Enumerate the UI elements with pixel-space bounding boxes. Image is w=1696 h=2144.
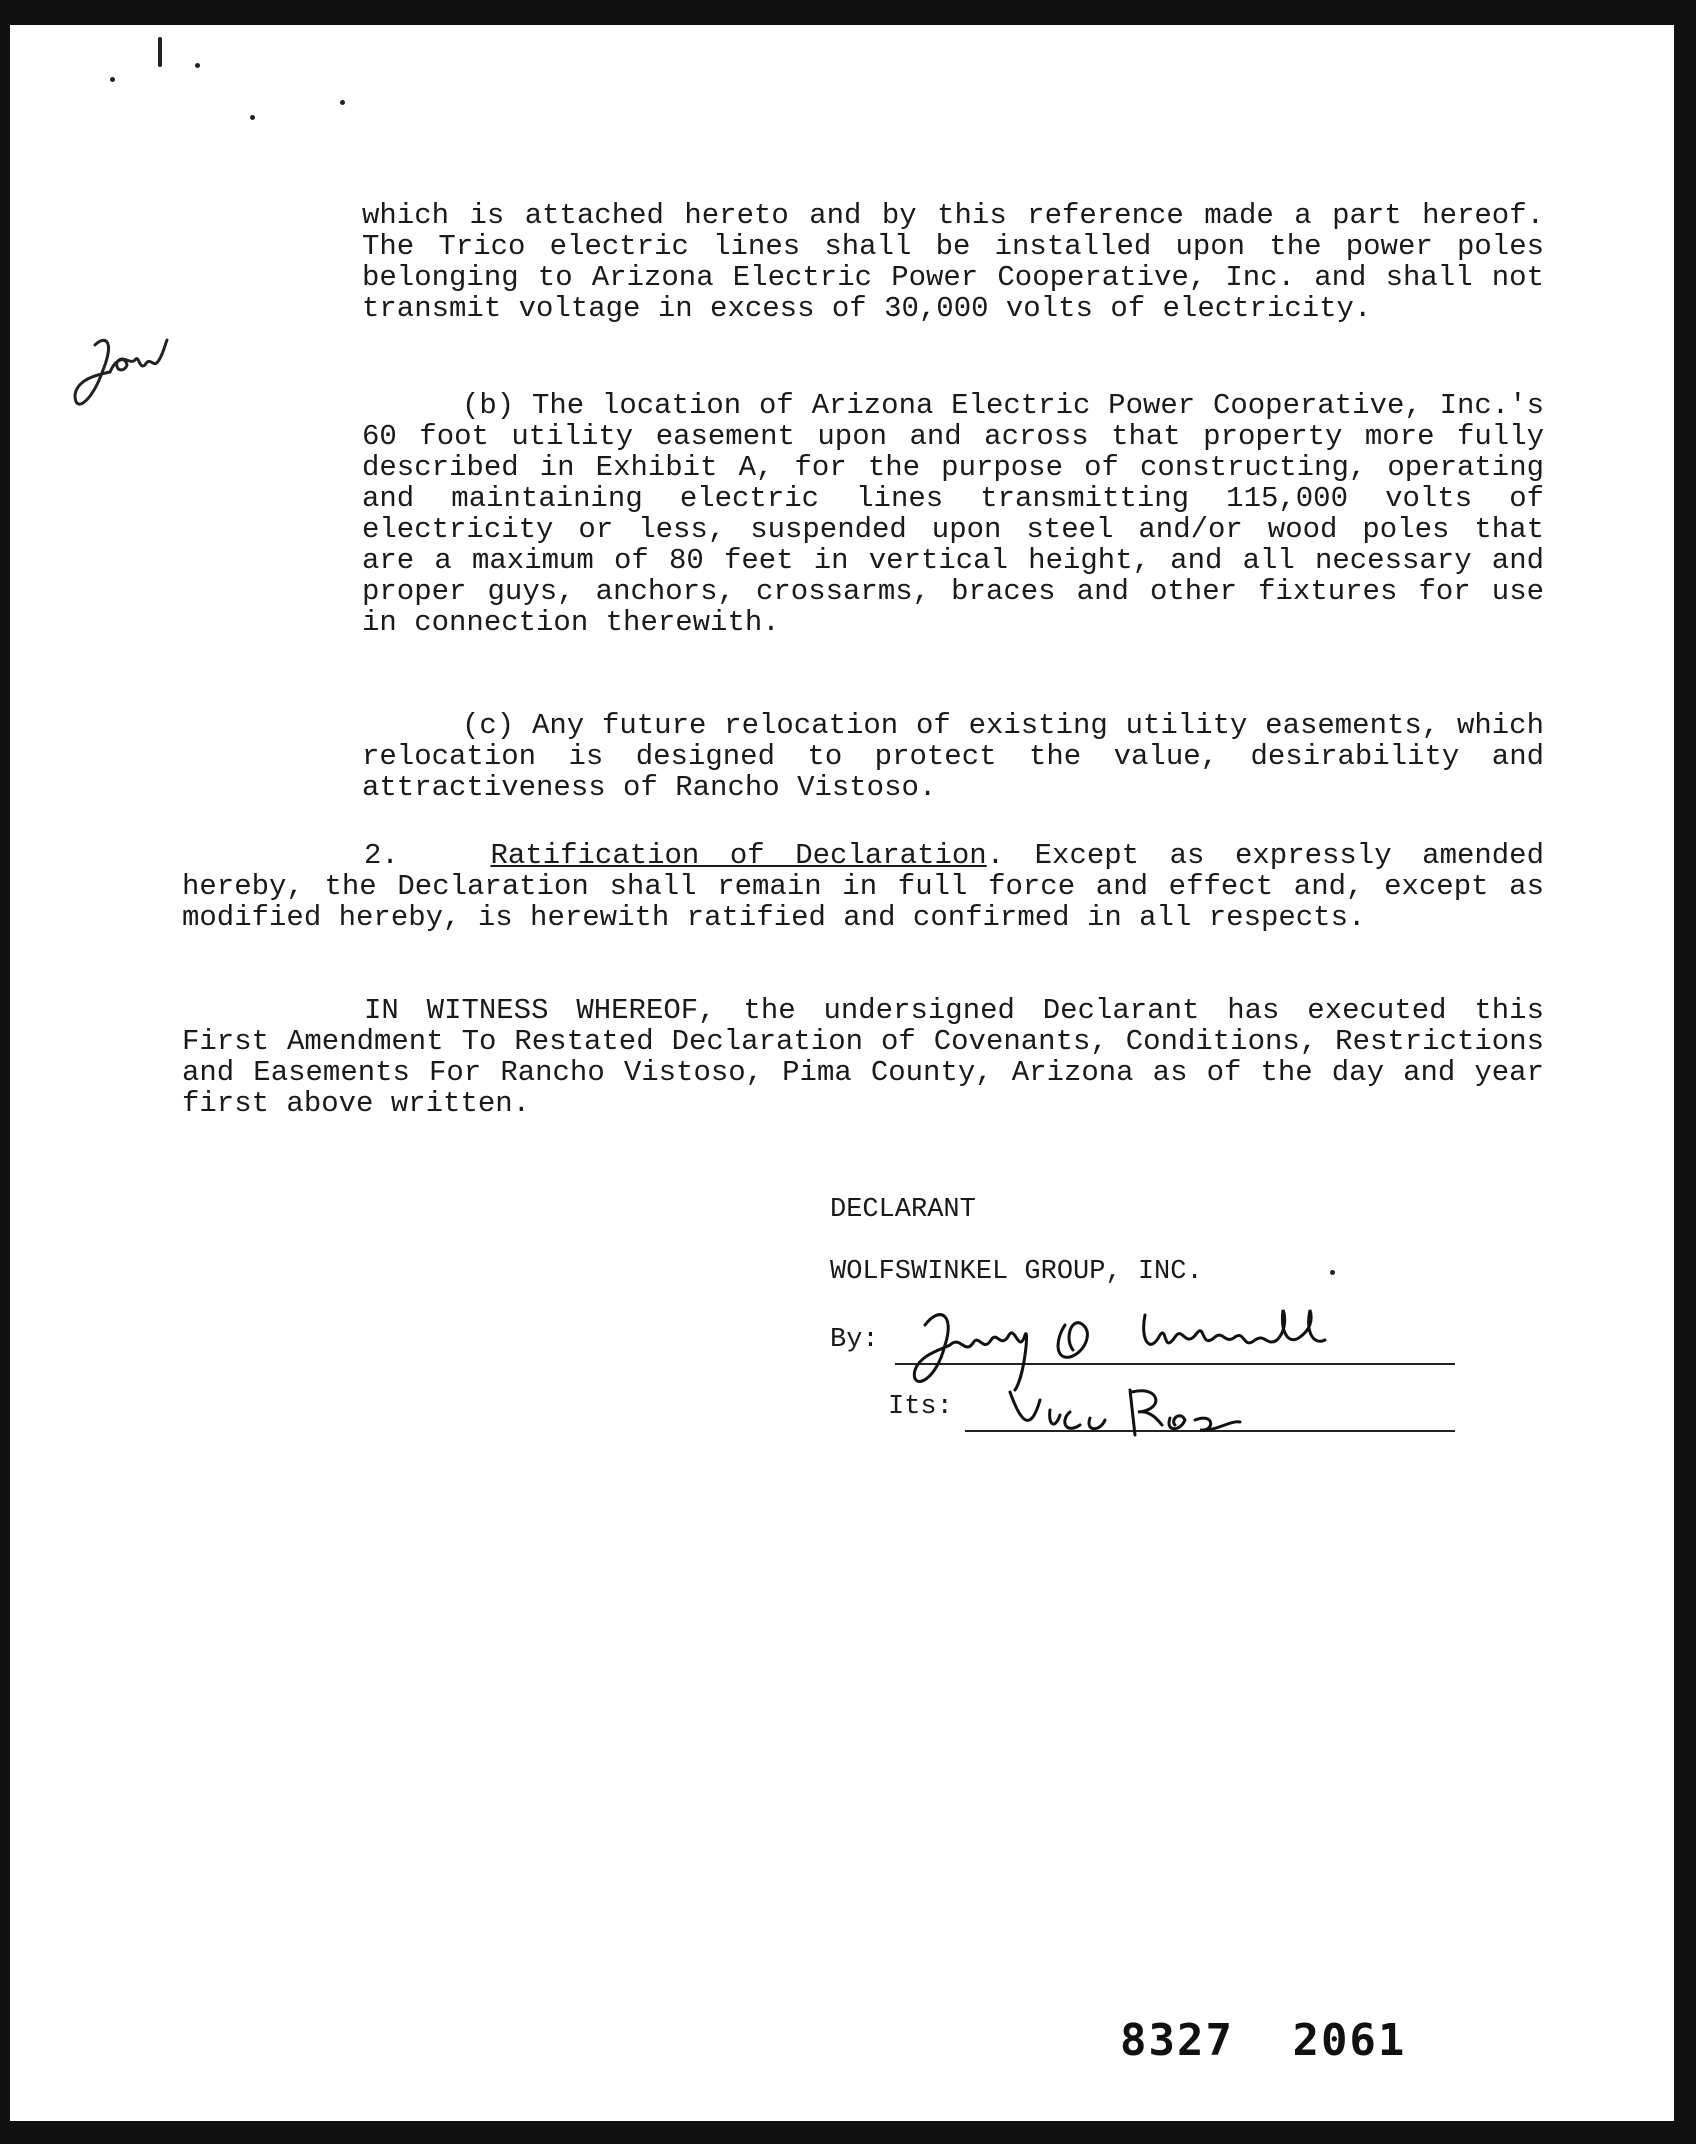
- paragraph-b-text: (b) The location of Arizona Electric Power Cooperative, Inc.'s 60 foot utility easement upon and across that property more fully described in Exhibit A, for the purpose of constructing, operating and maintaining electric lines transmitting 115,000 volts of electricity or less, suspended upon steel and/or wood poles that are a maximum of 80 feet in vertical height, and all necessary and proper guys, anchors, crossarms, braces and other fixtures for use in connection therewith.: [362, 389, 1544, 639]
- margin-initials-signature: [55, 310, 195, 430]
- document-number: 8327 2061: [1120, 2015, 1407, 2066]
- its-handwritten-signature: [1000, 1380, 1280, 1450]
- witness-paragraph: [182, 995, 1544, 1119]
- witness-text: IN WITNESS WHEREOF, the undersigned Declarant has executed this First Amendment To Restated Declaration of Covenants, Conditions, Restrictions and Easements For Rancho Vistoso, Pima County, Arizona as of the day and year first above written.: [182, 994, 1544, 1120]
- section-heading: Ratification of Declaration: [490, 839, 987, 872]
- scan-speck: [250, 115, 255, 120]
- scan-speck: [158, 37, 162, 67]
- paragraph-c: [362, 710, 1544, 803]
- by-label: By:: [830, 1325, 879, 1355]
- scan-speck: [340, 100, 345, 105]
- its-label: Its:: [888, 1392, 953, 1422]
- declarant-label: DECLARANT: [830, 1195, 976, 1225]
- company-name: WOLFSWINKEL GROUP, INC.: [830, 1257, 1203, 1287]
- scan-speck: [195, 63, 200, 68]
- paragraph-b: [362, 390, 1544, 638]
- section-body: . Except as expressly amended hereby, the Declaration shall remain in full force and effect and, except as modified hereby, is herewith ratified and confirmed in all respects.: [182, 839, 1544, 934]
- scan-speck: [1330, 1270, 1335, 1275]
- section-2-ratification: [182, 840, 1544, 933]
- paragraph-a-continuation: which is attached hereto and by this reference made a part hereof. The Trico electric lines shall be installed upon the power poles belonging to Arizona Electric Power Cooperative, Inc. and shall not transmit voltage in excess of 30,000 volts of electricity.: [362, 199, 1544, 325]
- paragraph-c-text: (c) Any future relocation of existing utility easements, which relocation is designed to protect the value, desirability and attractiveness of Rancho Vistoso.: [362, 709, 1544, 804]
- scan-speck: [110, 77, 115, 82]
- section-number: 2.: [364, 839, 399, 872]
- document-page: [10, 25, 1674, 2121]
